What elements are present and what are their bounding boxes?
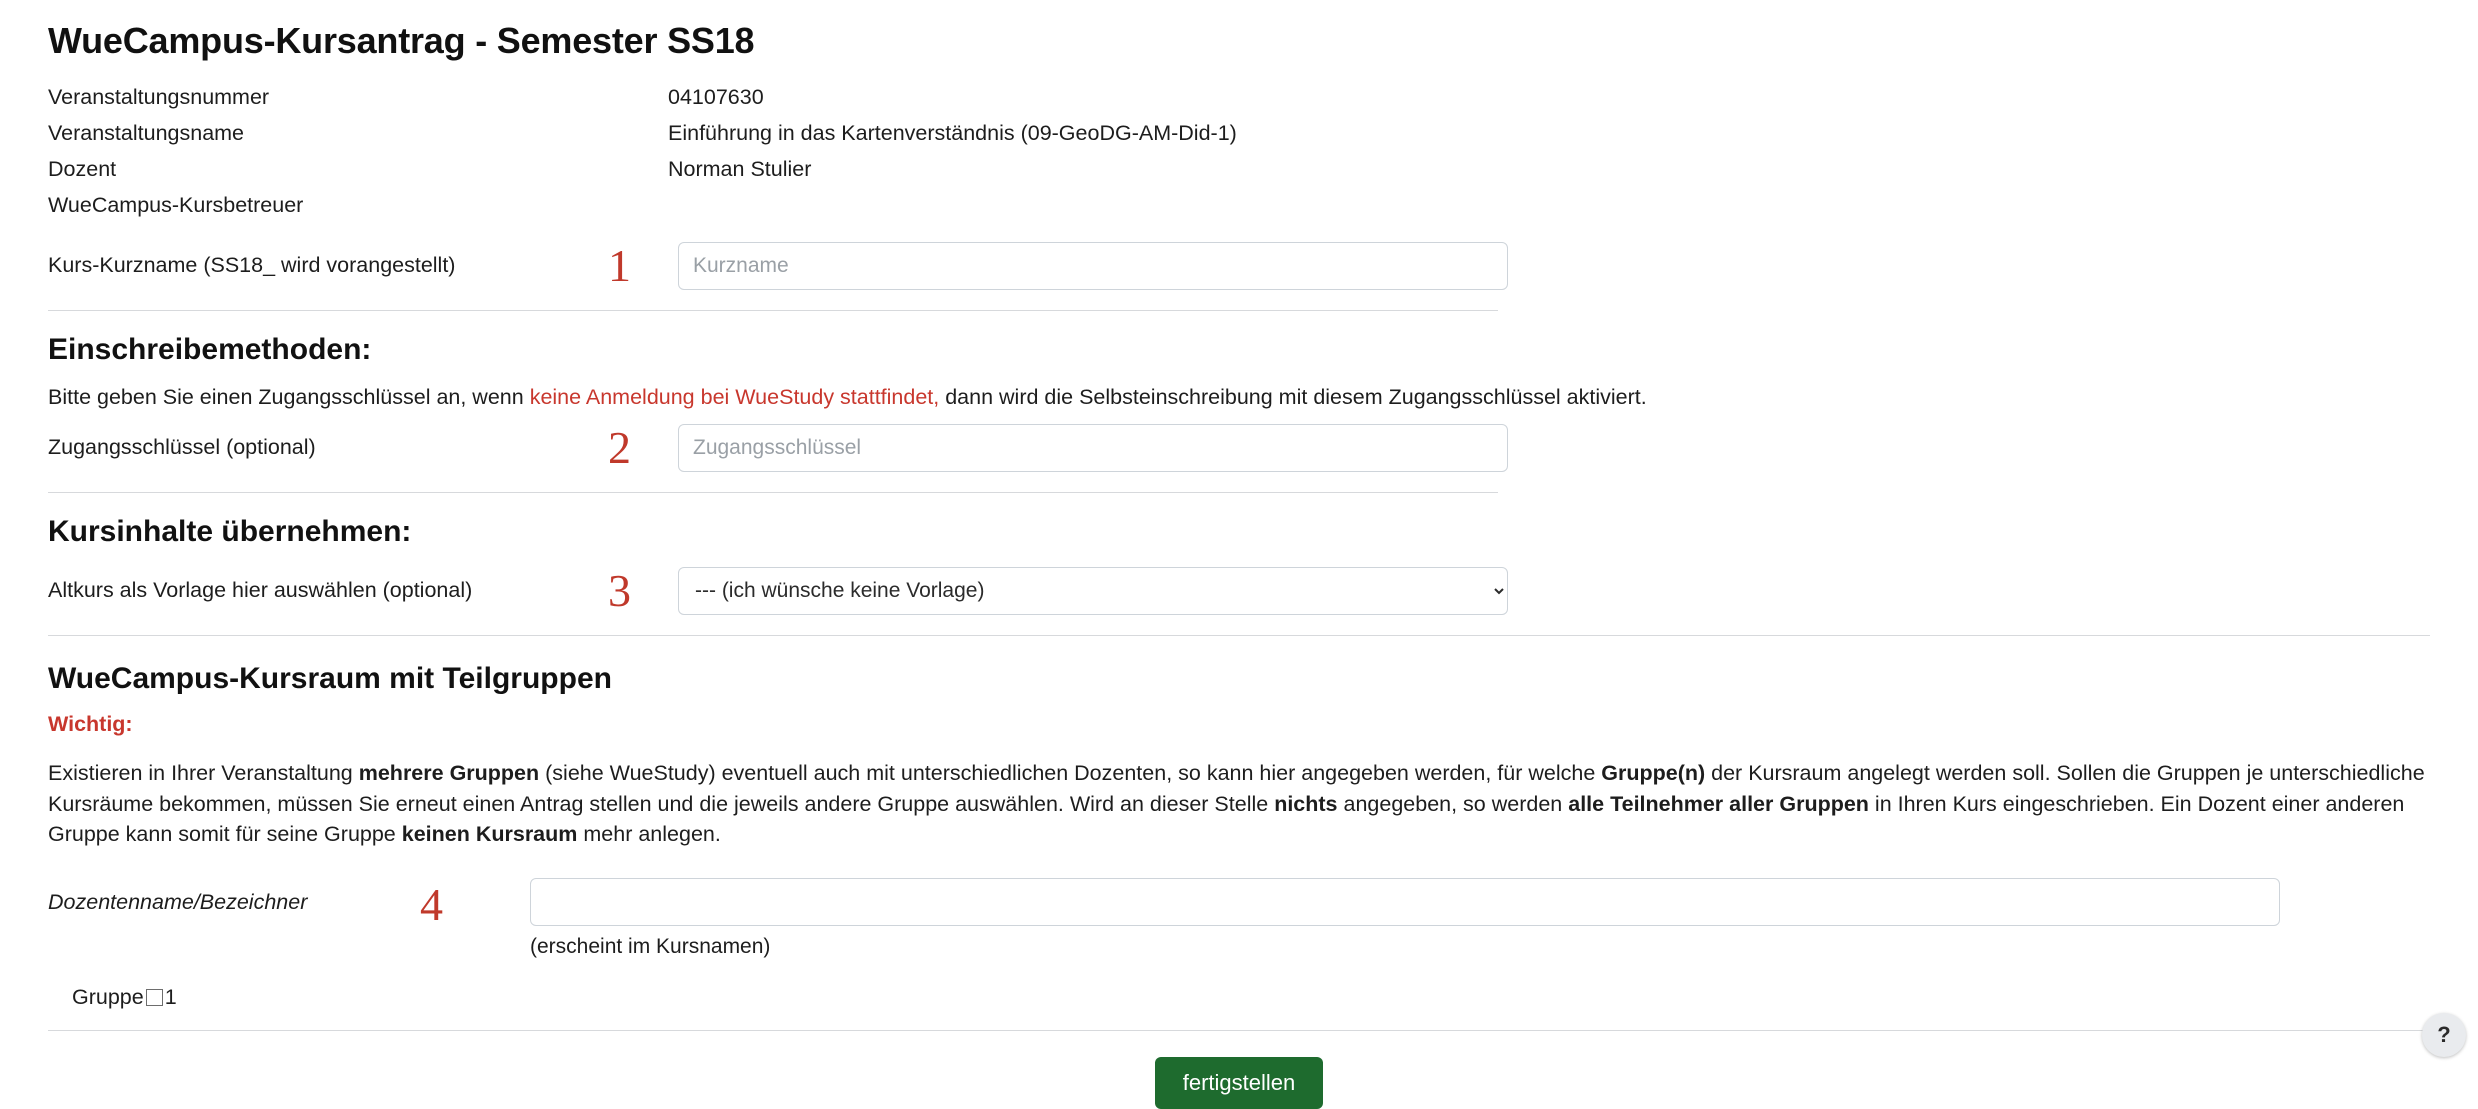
shortname-input[interactable] — [678, 242, 1508, 290]
warn-bold-2: Gruppe(n) — [1601, 761, 1706, 785]
divider-enrolment — [48, 492, 1498, 493]
enrolment-key-label: Zugangsschlüssel (optional) — [48, 435, 316, 459]
step-marker-2: 2 — [608, 421, 631, 473]
groups-warning-text — [48, 758, 2430, 850]
dozent-hint: (erscheint im Kursnamen) — [530, 934, 771, 958]
table-row — [48, 192, 1868, 228]
groups-heading: WueCampus-Kursraum mit Teilgruppen — [48, 661, 612, 695]
gruppe-label-prefix: Gruppe — [72, 984, 144, 1009]
enrolment-key-row — [48, 421, 2430, 473]
warn-seg-4: angegeben, so werden — [1337, 791, 1569, 816]
shortname-label: Kurs-Kurzname (SS18_ wird vorangestellt) — [48, 253, 456, 277]
info-value-veranstaltungsname: Einführung in das Kartenverständnis (09-GeoDG-AM-Did-1) — [668, 120, 1237, 145]
enrolment-heading: Einschreibemethoden: — [48, 332, 372, 366]
step-marker-4: 4 — [420, 878, 443, 930]
warn-seg-5: in Ihren Kurs eingeschrieben. Ein Dozent einer anderen Gruppe kann somit für seine Gruppe — [48, 791, 2405, 847]
template-label: Altkurs als Vorlage hier auswählen (optional) — [48, 578, 473, 602]
dozent-field-row — [48, 878, 2430, 959]
course-info-table — [48, 84, 1868, 228]
divider-groups — [48, 1030, 2430, 1031]
warn-seg-6: mehr anlegen. — [577, 822, 721, 847]
warn-bold-4: alle Teilnehmer aller Gruppen — [1568, 791, 1869, 816]
step-marker-1: 1 — [608, 239, 631, 291]
info-label-kursbetreuer: WueCampus-Kursbetreuer — [48, 192, 304, 217]
template-select[interactable] — [678, 567, 1508, 615]
step-marker-3: 3 — [608, 564, 631, 616]
help-icon[interactable]: ? — [2422, 1013, 2466, 1057]
actions-bar — [48, 1057, 2430, 1109]
gruppe-checkbox-row[interactable] — [72, 985, 2430, 1010]
enrolment-hint — [48, 385, 2430, 410]
table-row — [48, 84, 1868, 120]
info-value-dozent: Norman Stulier — [668, 156, 812, 181]
table-row — [48, 156, 1868, 192]
warn-bold-3: nichts — [1274, 791, 1338, 816]
template-heading: Kursinhalte übernehmen: — [48, 514, 412, 548]
enrolment-key-input[interactable] — [678, 424, 1508, 472]
warn-bold-5: keinen Kursraum — [401, 822, 578, 847]
groups-warning-title: Wichtig: — [48, 711, 133, 736]
finish-button[interactable]: fertigstellen — [1155, 1057, 1324, 1109]
divider-shortname — [48, 310, 1498, 311]
warn-seg-1: Existieren in Ihrer Veranstaltung — [48, 761, 359, 785]
enrolment-hint-pre: Bitte geben Sie einen Zugangsschlüssel an, wenn — [48, 384, 530, 409]
template-select-row — [48, 564, 2430, 616]
info-label-dozent: Dozent — [48, 156, 117, 181]
kursantrag-form-page — [0, 20, 2478, 1109]
enrolment-hint-highlight: keine Anmeldung bei WueStudy stattfindet, — [529, 384, 940, 409]
info-value-veranstaltungsnummer: 04107630 — [668, 85, 764, 109]
table-row — [48, 120, 1868, 156]
dozent-input[interactable] — [530, 878, 2280, 926]
dozent-label: Dozentenname/Bezeichner — [48, 889, 308, 914]
gruppe-checkbox[interactable] — [146, 989, 163, 1006]
page-title: WueCampus-Kursantrag - Semester SS18 — [48, 20, 755, 61]
warn-bold-1: mehrere Gruppen — [358, 761, 540, 785]
dozent-field-wrapper — [530, 878, 2430, 959]
info-label-veranstaltungsnummer: Veranstaltungsnummer — [48, 85, 270, 109]
warn-seg-3: der Kursraum angelegt werden soll. Sollen die Gruppen je unterschiedliche Kursräume bekommen, müssen Sie erneut einen Antrag stellen und die jeweils andere Gruppe auswählen. Wird an dieser Stelle — [48, 761, 2425, 816]
gruppe-label-suffix: 1 — [164, 984, 177, 1009]
info-label-veranstaltungsname: Veranstaltungsname — [48, 120, 245, 145]
warn-seg-2: (siehe WueStudy) eventuell auch mit unterschiedlichen Dozenten, so kann hier angegeben werden, für welche — [539, 761, 1602, 785]
info-value-kursbetreuer — [668, 192, 1868, 228]
shortname-field-row — [48, 239, 2430, 291]
enrolment-hint-post: dann wird die Selbsteinschreibung mit diesem Zugangsschlüssel aktiviert. — [939, 384, 1647, 409]
divider-template — [48, 635, 2430, 636]
